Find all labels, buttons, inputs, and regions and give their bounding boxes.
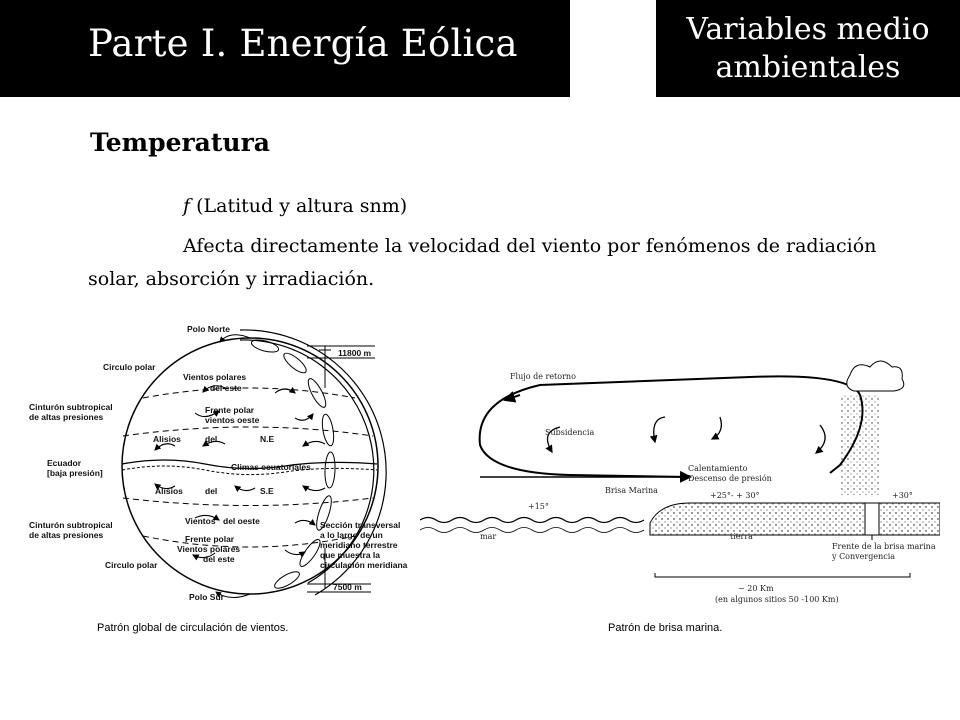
label-temp-25-30: +25°- + 30° <box>710 491 760 500</box>
label-vientos-polares-s2: del este <box>203 554 235 564</box>
body-paragraph: Afecta directamente la velocidad del viento por fenómenos de radiación solar, absorción y irradiación. <box>88 235 877 290</box>
label-alisios-s3: S.E <box>260 486 274 496</box>
function-symbol: f <box>183 195 191 217</box>
sea-breeze-figure <box>420 355 940 610</box>
label-distancia1: ~ 20 Km <box>738 584 774 593</box>
label-climas-ecuatoriales: Climas ecuatoriales <box>231 462 311 472</box>
label-cinturon-n1: Cinturón subtropical <box>29 402 113 412</box>
global-circulation-diagram <box>25 318 420 610</box>
label-flujo-retorno: Flujo de retorno <box>510 372 576 381</box>
label-seccion1: Sección transversal <box>320 520 401 530</box>
label-mar: mar <box>480 532 497 541</box>
label-vientos-polares-n2: del este <box>210 383 242 393</box>
header-section-box <box>656 0 960 97</box>
label-circulo-polar-sur: Circulo polar <box>105 560 158 570</box>
caption-sea-breeze: Patrón de brisa marina. <box>608 622 723 634</box>
label-alisios-s2: del <box>205 486 218 496</box>
section-title-line1: Variables medio <box>686 11 930 47</box>
label-cinturon-s1: Cinturón subtropical <box>29 520 113 530</box>
label-frente-brisa1: Frente de la brisa marina <box>832 542 936 551</box>
label-altura-norte: 11800 m <box>338 348 372 358</box>
label-temp-15: +15° <box>528 502 549 511</box>
label-alisios-n2: del <box>205 434 218 444</box>
label-seccion4: que muestra la <box>320 550 380 560</box>
header-title: Parte I. Energía Eólica <box>88 22 518 65</box>
sea-breeze-diagram <box>420 355 940 610</box>
label-seccion5: circulación meridiana <box>320 560 408 570</box>
label-circulo-polar-norte: Circulo polar <box>103 362 156 372</box>
label-altura-sur: 7500 m <box>333 582 362 592</box>
label-temp-30: +30° <box>892 491 913 500</box>
label-calentamiento: Calentamiento <box>688 464 748 473</box>
label-ecuador1: Ecuador <box>47 458 82 468</box>
label-brisa-marina: Brisa Marina <box>605 486 658 495</box>
label-frente-brisa2: y Convergencia <box>832 552 896 561</box>
caption-global-circulation: Patrón global de circulación de vientos. <box>97 622 289 634</box>
label-descenso-presion: Descenso de presión <box>688 474 772 483</box>
label-vientos-polares-n1: Vientos polares <box>183 372 247 382</box>
label-polo-norte: Polo Norte <box>187 324 230 334</box>
label-frente-polar-n2: vientos oeste <box>205 415 260 425</box>
label-alisios-s1: Alisios <box>155 486 183 496</box>
label-frente-polar-n1: Frente polar <box>205 405 255 415</box>
global-circulation-figure <box>25 318 420 610</box>
label-seccion3: meridiano terrestre <box>320 540 398 550</box>
label-subsidencia: Subsidencia <box>545 428 595 437</box>
label-vientos-oeste2: del oeste <box>223 516 260 526</box>
formula-text: (Latitud y altura snm) <box>190 195 408 217</box>
label-distancia2: (en algunos sitios 50 -100 Km) <box>715 595 839 604</box>
section-title-line2: ambientales <box>715 49 901 85</box>
label-cinturon-n2: de altas presiones <box>29 412 104 422</box>
label-seccion2: a lo largo de un <box>320 530 383 540</box>
label-polo-sur: Polo Sur <box>189 592 224 602</box>
label-tierra: tierra <box>730 532 753 541</box>
formula-line <box>183 195 407 217</box>
label-vientos-oeste1: Vientos <box>185 516 216 526</box>
header-title-bar <box>0 0 570 97</box>
label-alisios-n1: Alisios <box>153 434 181 444</box>
label-ecuador2: [baja presión] <box>47 468 103 478</box>
label-alisios-n3: N.E <box>260 434 275 444</box>
label-frente-polar-s: Frente polar <box>185 534 235 544</box>
slide-heading: Temperatura <box>90 128 270 157</box>
label-vientos-polares-s1: Vientos polares <box>177 544 241 554</box>
label-cinturon-s2: de altas presiones <box>29 530 104 540</box>
